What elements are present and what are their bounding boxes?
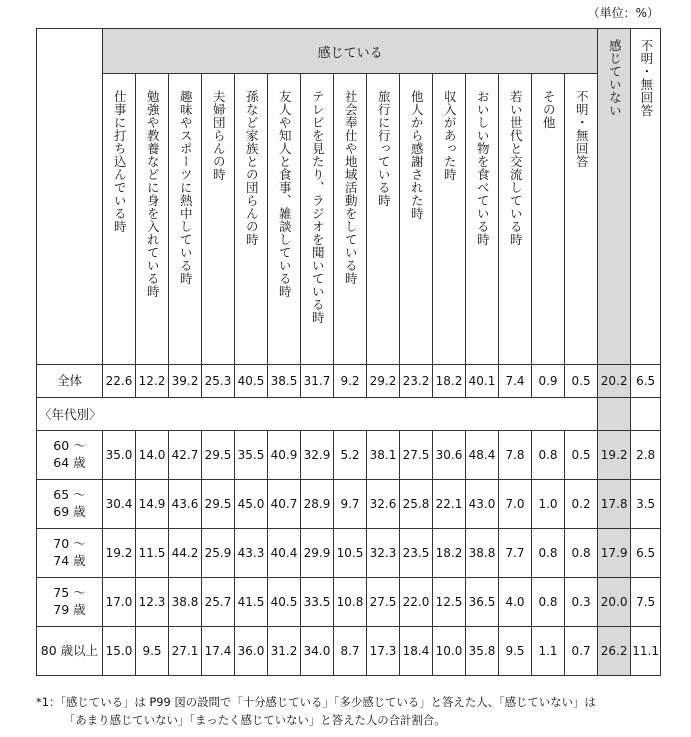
- row-label: 70 ～ 74 歳: [37, 529, 103, 578]
- value-cell: 10.5: [334, 529, 367, 578]
- column-header: その他: [532, 74, 565, 365]
- value-cell: 8.7: [334, 627, 367, 676]
- value-cell: 9.5: [136, 627, 169, 676]
- value-cell: 9.7: [334, 480, 367, 529]
- column-header: 趣味やスポーツに熱中している時: [169, 74, 202, 365]
- value-cell: 10.0: [433, 627, 466, 676]
- table-row: [37, 578, 661, 627]
- value-cell: 17.4: [202, 627, 235, 676]
- value-cell: 31.7: [301, 365, 334, 398]
- value-cell: 33.5: [301, 578, 334, 627]
- value-cell: 30.6: [433, 431, 466, 480]
- value-cell: 27.1: [169, 627, 202, 676]
- column-header: 社会奉仕や地域活動をしている時: [334, 74, 367, 365]
- value-cell: 20.0: [598, 578, 631, 627]
- section-empty-cell: [631, 398, 661, 431]
- value-cell: 18.2: [433, 529, 466, 578]
- value-cell: 7.7: [499, 529, 532, 578]
- value-cell: 40.7: [268, 480, 301, 529]
- value-cell: 35.5: [235, 431, 268, 480]
- value-cell: 29.5: [202, 431, 235, 480]
- value-cell: 5.2: [334, 431, 367, 480]
- value-cell: 0.5: [565, 431, 598, 480]
- value-cell: 43.6: [169, 480, 202, 529]
- corner-cell: [37, 29, 103, 365]
- column-header: 勉強や教養などに身を入れている時: [136, 74, 169, 365]
- value-cell: 14.9: [136, 480, 169, 529]
- value-cell: 1.0: [532, 480, 565, 529]
- value-cell: 17.9: [598, 529, 631, 578]
- value-cell: 14.0: [136, 431, 169, 480]
- value-cell: 19.2: [103, 529, 136, 578]
- value-cell: 0.3: [565, 578, 598, 627]
- value-cell: 12.5: [433, 578, 466, 627]
- column-header-row: [37, 74, 661, 365]
- footnote-line-1: *1：「感じている」は P99 図の設問で「十分感じている」「多少感じている」と答えた人、「感じていない」は: [36, 695, 596, 709]
- table-body: [37, 365, 661, 676]
- value-cell: 38.1: [367, 431, 400, 480]
- value-cell: 27.5: [400, 431, 433, 480]
- value-cell: 36.0: [235, 627, 268, 676]
- survey-table: [36, 28, 661, 676]
- value-cell: 40.4: [268, 529, 301, 578]
- value-cell: 35.8: [466, 627, 499, 676]
- value-cell: 10.8: [334, 578, 367, 627]
- value-cell: 12.3: [136, 578, 169, 627]
- row-label: 65 ～ 69 歳: [37, 480, 103, 529]
- value-cell: 0.9: [532, 365, 565, 398]
- value-cell: 0.8: [532, 529, 565, 578]
- value-cell: 32.9: [301, 431, 334, 480]
- value-cell: 38.8: [169, 578, 202, 627]
- column-header: 孫など家族との団らんの時: [235, 74, 268, 365]
- unknown-header: 不明・無回答: [631, 29, 661, 365]
- value-cell: 7.4: [499, 365, 532, 398]
- value-cell: 44.2: [169, 529, 202, 578]
- table-row: [37, 529, 661, 578]
- section-gray-cell: [598, 398, 631, 431]
- unit-label: （単位：%）: [587, 6, 659, 20]
- value-cell: 25.3: [202, 365, 235, 398]
- row-label: 60 ～ 64 歳: [37, 431, 103, 480]
- column-header: 友人や知人と食事、雑談している時: [268, 74, 301, 365]
- value-cell: 38.5: [268, 365, 301, 398]
- value-cell: 19.2: [598, 431, 631, 480]
- value-cell: 0.7: [565, 627, 598, 676]
- value-cell: 23.5: [400, 529, 433, 578]
- row-label: 全体: [37, 365, 103, 398]
- table-row: [37, 627, 661, 676]
- value-cell: 17.3: [367, 627, 400, 676]
- value-cell: 28.9: [301, 480, 334, 529]
- column-header: おいしい物を食べている時: [466, 74, 499, 365]
- value-cell: 0.8: [565, 529, 598, 578]
- value-cell: 0.8: [532, 431, 565, 480]
- value-cell: 29.2: [367, 365, 400, 398]
- footnote-line-2: 「あまり感じていない」「まったく感じていない」と答えた人の合計割合。: [64, 712, 446, 727]
- value-cell: 12.2: [136, 365, 169, 398]
- value-cell: 17.8: [598, 480, 631, 529]
- value-cell: 43.0: [466, 480, 499, 529]
- value-cell: 15.0: [103, 627, 136, 676]
- value-cell: 32.3: [367, 529, 400, 578]
- value-cell: 39.2: [169, 365, 202, 398]
- table-row: [37, 365, 661, 398]
- value-cell: 17.0: [103, 578, 136, 627]
- column-header: 仕事に打ち込んでいる時: [103, 74, 136, 365]
- value-cell: 0.2: [565, 480, 598, 529]
- value-cell: 9.2: [334, 365, 367, 398]
- value-cell: 48.4: [466, 431, 499, 480]
- value-cell: 7.8: [499, 431, 532, 480]
- column-header: テレビを見たり、ラジオを聞いている時: [301, 74, 334, 365]
- column-header: 若い世代と交流している時: [499, 74, 532, 365]
- value-cell: 25.9: [202, 529, 235, 578]
- value-cell: 34.0: [301, 627, 334, 676]
- value-cell: 25.7: [202, 578, 235, 627]
- row-label: 80 歳以上: [37, 627, 103, 676]
- column-header: 夫婦団らんの時: [202, 74, 235, 365]
- value-cell: 3.5: [631, 480, 661, 529]
- value-cell: 22.1: [433, 480, 466, 529]
- table-row: [37, 431, 661, 480]
- value-cell: 43.3: [235, 529, 268, 578]
- value-cell: 25.8: [400, 480, 433, 529]
- value-cell: 40.5: [268, 578, 301, 627]
- value-cell: 7.5: [631, 578, 661, 627]
- value-cell: 11.1: [631, 627, 661, 676]
- value-cell: 41.5: [235, 578, 268, 627]
- value-cell: 42.7: [169, 431, 202, 480]
- value-cell: 0.5: [565, 365, 598, 398]
- value-cell: 40.5: [235, 365, 268, 398]
- value-cell: 40.9: [268, 431, 301, 480]
- value-cell: 35.0: [103, 431, 136, 480]
- value-cell: 6.5: [631, 365, 661, 398]
- value-cell: 7.0: [499, 480, 532, 529]
- value-cell: 4.0: [499, 578, 532, 627]
- value-cell: 45.0: [235, 480, 268, 529]
- value-cell: 22.6: [103, 365, 136, 398]
- value-cell: 31.2: [268, 627, 301, 676]
- value-cell: 29.9: [301, 529, 334, 578]
- footnote: [36, 694, 676, 729]
- column-header: 不明・無回答: [565, 74, 598, 365]
- value-cell: 22.0: [400, 578, 433, 627]
- value-cell: 38.8: [466, 529, 499, 578]
- value-cell: 9.5: [499, 627, 532, 676]
- section-label: 〈年代別〉: [37, 398, 598, 431]
- value-cell: 36.5: [466, 578, 499, 627]
- column-header: 収入があった時: [433, 74, 466, 365]
- column-header: 他人から感謝された時: [400, 74, 433, 365]
- value-cell: 18.4: [400, 627, 433, 676]
- row-label: 75 ～ 79 歳: [37, 578, 103, 627]
- value-cell: 40.1: [466, 365, 499, 398]
- value-cell: 26.2: [598, 627, 631, 676]
- value-cell: 23.2: [400, 365, 433, 398]
- value-cell: 30.4: [103, 480, 136, 529]
- value-cell: 20.2: [598, 365, 631, 398]
- value-cell: 0.8: [532, 578, 565, 627]
- value-cell: 29.5: [202, 480, 235, 529]
- value-cell: 32.6: [367, 480, 400, 529]
- section-row: [37, 398, 661, 431]
- value-cell: 18.2: [433, 365, 466, 398]
- table-row: [37, 480, 661, 529]
- column-header: 旅行に行っている時: [367, 74, 400, 365]
- not-feel-header: 感じていない: [598, 29, 631, 365]
- value-cell: 11.5: [136, 529, 169, 578]
- value-cell: 1.1: [532, 627, 565, 676]
- feel-group-header: 感じている: [103, 29, 598, 74]
- value-cell: 27.5: [367, 578, 400, 627]
- value-cell: 6.5: [631, 529, 661, 578]
- value-cell: 2.8: [631, 431, 661, 480]
